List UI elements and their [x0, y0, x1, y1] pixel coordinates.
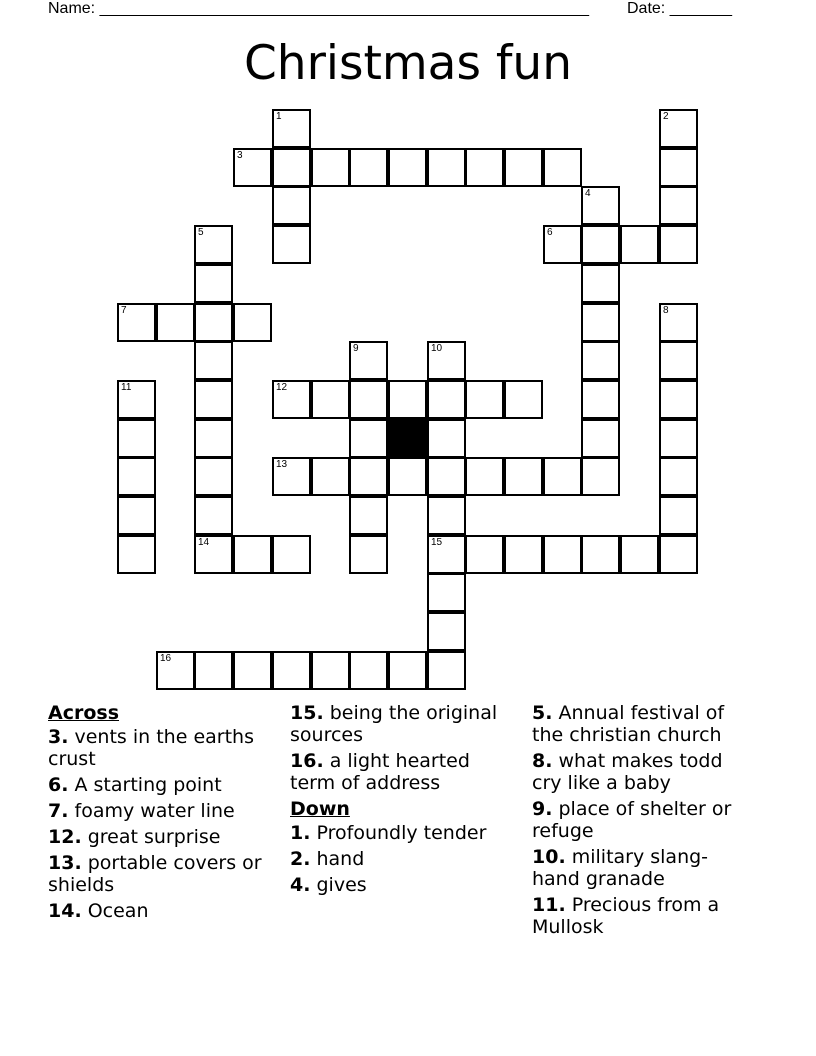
clue-number: 16.: [290, 750, 324, 772]
grid-cell[interactable]: [117, 419, 156, 458]
clue-down-9: [532, 798, 754, 842]
grid-cell[interactable]: [311, 380, 350, 419]
grid-cell[interactable]: [465, 380, 504, 419]
cell-number: 2: [663, 111, 669, 122]
grid-cell[interactable]: [427, 380, 466, 419]
grid-cell[interactable]: [194, 264, 233, 303]
grid-cell[interactable]: [349, 651, 388, 690]
grid-cell[interactable]: [117, 535, 156, 574]
grid-cell[interactable]: [349, 496, 388, 535]
grid-cell[interactable]: [504, 457, 543, 496]
grid-cell[interactable]: [194, 535, 233, 574]
grid-cell[interactable]: [311, 457, 350, 496]
grid-cell[interactable]: [194, 380, 233, 419]
grid-cell[interactable]: [388, 148, 427, 187]
grid-cell[interactable]: [659, 419, 698, 458]
grid-cell[interactable]: [581, 380, 620, 419]
grid-cell[interactable]: [659, 457, 698, 496]
grid-cell[interactable]: [117, 496, 156, 535]
clue-text: Ocean: [87, 900, 149, 922]
clue-across-7: [48, 800, 278, 822]
clue-text: hand: [316, 848, 365, 870]
grid-cell[interactable]: [543, 535, 582, 574]
cell-number: 5: [198, 227, 204, 238]
grid-cell[interactable]: [581, 341, 620, 380]
grid-cell[interactable]: [659, 535, 698, 574]
clue-down-5: [532, 702, 754, 746]
grid-cell[interactable]: [233, 651, 272, 690]
cell-number: 10: [431, 343, 443, 354]
cell-number: 9: [353, 343, 359, 354]
grid-cell[interactable]: [194, 496, 233, 535]
grid-cell[interactable]: [427, 612, 466, 651]
clue-text: Precious from a Mullosk: [532, 894, 720, 938]
grid-cell[interactable]: [543, 225, 582, 264]
grid-cell[interactable]: [465, 535, 504, 574]
cell-number: 4: [585, 188, 591, 199]
grid-cell[interactable]: [427, 457, 466, 496]
grid-cell[interactable]: [194, 457, 233, 496]
grid-cell[interactable]: [349, 341, 388, 380]
cell-number: 15: [431, 537, 443, 548]
clue-text: portable covers or shields: [48, 852, 262, 896]
grid-cell[interactable]: [581, 535, 620, 574]
grid-cell[interactable]: [349, 380, 388, 419]
clues-column-1: [48, 702, 278, 926]
clue-down-11: [532, 894, 754, 938]
grid-cell[interactable]: [543, 457, 582, 496]
clue-text: place of shelter or refuge: [532, 798, 732, 842]
grid-cell[interactable]: [194, 341, 233, 380]
grid-cell[interactable]: [272, 225, 311, 264]
clue-number: 9.: [532, 798, 553, 820]
grid-cell[interactable]: [349, 535, 388, 574]
grid-cell[interactable]: [427, 651, 466, 690]
grid-cell[interactable]: [233, 148, 272, 187]
clue-text: Profoundly tender: [316, 822, 487, 844]
clue-across-3: [48, 726, 278, 770]
clue-down-4: [290, 874, 520, 896]
grid-cell[interactable]: [581, 225, 620, 264]
cell-number: 11: [121, 382, 132, 393]
grid-cell[interactable]: [581, 264, 620, 303]
grid-cell[interactable]: [659, 380, 698, 419]
grid-cell[interactable]: [156, 651, 195, 690]
clue-down-2: [290, 848, 520, 870]
grid-cell[interactable]: [659, 225, 698, 264]
clue-number: 1.: [290, 822, 311, 844]
grid-cell[interactable]: [233, 535, 272, 574]
date-field: Date: _______: [627, 0, 732, 17]
grid-cell[interactable]: [659, 186, 698, 225]
grid-cell[interactable]: [659, 148, 698, 187]
clue-down-8: [532, 750, 754, 794]
page-title: Christmas fun: [243, 36, 573, 91]
clue-text: what makes todd cry like a baby: [532, 750, 723, 794]
grid-cell[interactable]: [233, 303, 272, 342]
grid-cell[interactable]: [504, 535, 543, 574]
grid-cell[interactable]: [581, 457, 620, 496]
grid-cell[interactable]: [427, 341, 466, 380]
clue-number: 6.: [48, 774, 69, 796]
grid-cell[interactable]: [427, 573, 466, 612]
grid-cell[interactable]: [311, 148, 350, 187]
grid-cell[interactable]: [504, 148, 543, 187]
grid-cell[interactable]: [272, 380, 311, 419]
grid-cell[interactable]: [581, 419, 620, 458]
grid-cell[interactable]: [272, 148, 311, 187]
grid-cell[interactable]: [311, 651, 350, 690]
cell-number: 14: [198, 537, 210, 548]
grid-cell[interactable]: [427, 148, 466, 187]
clue-number: 4.: [290, 874, 311, 896]
grid-cell[interactable]: [659, 496, 698, 535]
clue-text: being the original sources: [290, 702, 498, 746]
grid-cell[interactable]: [465, 148, 504, 187]
name-field: Name: _______________________________________________________: [48, 0, 589, 17]
cell-number: 3: [237, 150, 243, 161]
clue-text: vents in the earths crust: [48, 726, 254, 770]
clue-across-15: [290, 702, 520, 746]
clue-number: 7.: [48, 800, 69, 822]
clue-across-14: [48, 900, 278, 922]
cell-number: 12: [276, 382, 288, 393]
cell-number: 8: [663, 305, 669, 316]
grid-cell[interactable]: [504, 380, 543, 419]
grid-cell[interactable]: [349, 148, 388, 187]
grid-cell[interactable]: [194, 651, 233, 690]
grid-cell[interactable]: [349, 457, 388, 496]
grid-cell[interactable]: [427, 496, 466, 535]
grid-cell[interactable]: [659, 303, 698, 342]
grid-cell[interactable]: [388, 457, 427, 496]
grid-cell[interactable]: [620, 225, 659, 264]
grid-cell[interactable]: [659, 341, 698, 380]
grid-block: [388, 419, 427, 458]
clue-number: 15.: [290, 702, 324, 724]
clue-text: military slang-hand granade: [532, 846, 709, 890]
clue-down-10: [532, 846, 754, 890]
clue-number: 14.: [48, 900, 82, 922]
grid-cell[interactable]: [117, 380, 156, 419]
grid-cell[interactable]: [117, 303, 156, 342]
grid-cell[interactable]: [117, 457, 156, 496]
grid-cell[interactable]: [659, 109, 698, 148]
clue-text: Annual festival of the christian church: [532, 702, 725, 746]
grid-cell[interactable]: [272, 457, 311, 496]
clue-down-1: [290, 822, 520, 844]
grid-cell[interactable]: [465, 457, 504, 496]
clue-text: A starting point: [74, 774, 222, 796]
across-heading: Across: [48, 702, 120, 724]
clue-text: gives: [316, 874, 367, 896]
cell-number: 1: [276, 111, 282, 122]
grid-cell[interactable]: [194, 225, 233, 264]
grid-cell[interactable]: [388, 380, 427, 419]
grid-cell[interactable]: [427, 419, 466, 458]
cell-number: 16: [160, 653, 172, 664]
cell-number: 7: [121, 305, 127, 316]
clue-text: great surprise: [87, 826, 221, 848]
clue-number: 3.: [48, 726, 69, 748]
grid-cell[interactable]: [581, 186, 620, 225]
clue-number: 2.: [290, 848, 311, 870]
grid-cell[interactable]: [620, 535, 659, 574]
cell-number: 13: [276, 459, 288, 470]
grid-cell[interactable]: [272, 186, 311, 225]
clue-across-16: [290, 750, 520, 794]
clue-across-13: [48, 852, 278, 896]
clue-across-12: [48, 826, 278, 848]
grid-cell[interactable]: [194, 419, 233, 458]
grid-cell[interactable]: [543, 148, 582, 187]
grid-cell[interactable]: [388, 651, 427, 690]
clue-number: 13.: [48, 852, 82, 874]
clue-number: 5.: [532, 702, 553, 724]
clues-column-2: [290, 702, 520, 900]
clue-number: 11.: [532, 894, 566, 916]
clue-across-6: [48, 774, 278, 796]
grid-cell[interactable]: [581, 303, 620, 342]
down-heading: Down: [290, 798, 350, 820]
grid-cell[interactable]: [272, 535, 311, 574]
clue-number: 12.: [48, 826, 82, 848]
clue-number: 8.: [532, 750, 553, 772]
grid-cell[interactable]: [427, 535, 466, 574]
clues-column-3: [532, 702, 754, 942]
grid-cell[interactable]: [272, 109, 311, 148]
clue-number: 10.: [532, 846, 566, 868]
grid-cell[interactable]: [272, 651, 311, 690]
grid-cell[interactable]: [349, 419, 388, 458]
grid-cell[interactable]: [194, 303, 233, 342]
cell-number: 6: [547, 227, 553, 238]
grid-cell[interactable]: [156, 303, 195, 342]
clue-text: foamy water line: [74, 800, 235, 822]
clue-text: a light hearted term of address: [290, 750, 470, 794]
